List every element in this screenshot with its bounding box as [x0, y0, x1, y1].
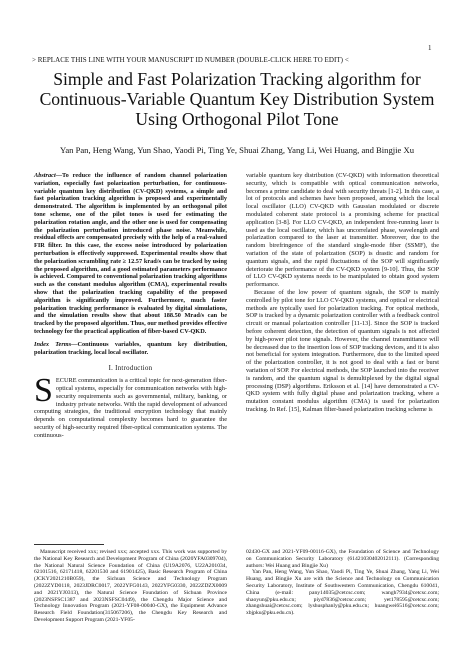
intro-paragraph — [34, 372, 227, 439]
footnote-right — [246, 549, 439, 617]
author-list: Yan Pan, Heng Wang, Yun Shao, Yaodi Pi, Ting Ye, Shuai Zhang, Yang Li, Wei Huang, and Bingjie Xu — [59, 145, 414, 155]
body-paragraph-2: Because of the low power of quantum signals, the SOP is mainly controlled by pilot tone for LLO CV-QKD systems, and optical or electrical methods are typically used for polarization tracking. For optical methods, SOP is tracked by a dynamic polarization controller with a feedback control circuit or manual polarization controller [11-13]. Since the SOP is tracked before coherent detection, the detection of quantum signals is not affected by high-power pilot tone signals. However, the channel transmittance will be decreased due to the insertion loss of SOP tracking devices, and it is also not beneficial for system integration. Furthermore, due to the limited speed of the polarization controller, it is not good to deal with a fast or burst variation of SOP. For electrical methods, the SOP launched into the receiver is random, and the quantum signal is demultiplexed by the digital signal processing (DSP) algorithms. Eriksson et al. [14] have demonstrated a CV-QKD system with fully digital phase and polarization tracking, where a mutation constant modulus algorithm (CMA) is used for polarization tracking. In Ref. [15], Kalman filter-based polarization tracking scheme is — [246, 288, 439, 413]
footnote-divider — [34, 544, 104, 545]
abstract — [34, 172, 227, 336]
paper-title: Simple and Fast Polarization Tracking algorithm for Continuous-Variable Quantum Key Distribution System Using Orthogonal Pilot Tone — [39, 69, 435, 129]
affiliation-note: Yan Pan, Heng Wang, Yun Shao, Yaodi Pi, Ting Ye, Shuai Zhang, Yang Li, Wei Huang, and Bingjie Xu are with the Science and Technology on Communication Security Laboratory, Institute of Southwestern Communication, Chengdu 610041, China (e-mail: pany14035@cetcsc.com; wangh7934@cetcsc.com; shaoyun@pku.edu.cn; piyd7836@cetcsc.com; yet178595@cetcsc.com; zhangshuai@cetcsc.com; lyshusphanly@pku.edu.cn; huangwei6516@cetcsc.com; xbjpku@pku.edu.cn). — [246, 569, 439, 617]
abstract-text: —To reduce the influence of random channel polarization variation, especially fast polarization perturbation, for continuous-variable quantum key distribution (CV-QKD) systems, a simple and fast polarization tracking algorithm is proposed and experimentally demonstrated. The algorithm is implemented by an orthogonal pilot tone scheme, one of the pilot tones is used for estimating the polarization rotation angle, and the other one is used for compensating the polarization perturbation introduced phase noise. Meanwhile, residual effects are compensated precisely with the help of a real-valued FIR filter. In this case, the excess noise introduced by polarization perturbation is effectively suppressed. Experimental results show that the polarization scrambling rate ≥ 12.57 krad/s can be tracked by using the proposed algorithm, and a good estimated parameters performance is achieved. Compared to conventional polarization tracking algorithms such as the constant modulus algorithm (CMA), experimental results show that the polarization tracking capability of the proposed algorithm is significantly improved. Furthermore, much faster polarization tracking performance is evaluated by digital simulations, and the simulation results show that about 188.50 Mrad/s can be tracked by the proposed algorithm. Thus, our method provides effective technology for the practical application of fiber-based CV-QKD. — [34, 172, 227, 335]
intro-text: ECURE communication is a critical topic for next-generation fiber-optical systems, especially for communication networks with high-security requirements such as governmental, military, banking, or industry private networks. With the rapid development of advanced computing strategies, the traditional encryption technology that mainly depends on computational complexity becomes hard to guarantee the security of high-security required fiber-optical communication systems. The continuous- — [34, 377, 227, 439]
body-paragraph-1: variable quantum key distribution (CV-QKD) with information theoretical security, which is compatible with optical communication networks, becomes a prime candidate to deal with security threats [1-2]. In this case, a lot of protocols and schemes have been proposed, among which the local local oscillator (LLO) CV-QKD with Gaussian modulated or discrete modulated coherent state protocol is a promising scheme for practical application [3-8]. For LLO CV-QKD, an independent free-running laser is used as the local oscillator, which has uncorrelated phase, wavelength and polarization compared to the laser at transmitter. Moreover, due to the random birefringence of the standard single-mode fiber (SSMF), the variation of the state of polarization (SOP) is drastic and random for quantum signals, and the rapid fluctuations of the SOP will significantly deteriorate the performance of the CV-QKD system [9-10]. Thus, the SOP of LLO CV-QKD systems needs to be manipulated to obtain good system performance. — [246, 172, 439, 289]
left-column — [34, 172, 227, 440]
funding-note: Manuscript received xxx; revised xxx; accepted xxx. This work was supported by the National Key Research and Development Program of China (2020YFA0309704), the National Natural Science Foundation of China (U19A2076, U22A201034, 62101516, 62171418, 62201530 and 61901425), Basic Research Program of China (JCKY2021210B059), the Sichuan Science and Technology Program (2022ZYD0118, 2023JDRC0017, 2022YFG0143, 2022YFG0330, 2022ZDZX0009 and 2021YJ0313), the Natural Science Foundation of Sichuan Province (2023NSFSC1387 and 2023NSFSC0449), the Chengdu Major Science and Technology Innovation Program (2021-YF08-00040-GX), the Equipment Advance Research Field Foundation(315067206), the Chengdu Key Research and Development Support Program (2021-YF05- — [34, 549, 227, 623]
index-terms — [34, 341, 227, 357]
manuscript-id-placeholder[interactable]: > REPLACE THIS LINE WITH YOUR MANUSCRIPT ID NUMBER (DOUBLE-CLICK HERE TO EDIT) < — [32, 56, 349, 64]
funding-note-continued: 02430-GX and 2021-YF09-00116-GX), the Foundation of Science and Technology on Communication Security Laboratory (61421030402012111). (Corresponding authors: Wei Huang and Bingjie Xu) — [246, 549, 439, 569]
abstract-label: Abstract — [34, 172, 56, 179]
footnote-left — [34, 549, 227, 624]
section-heading-introduction: I. Introduction — [108, 365, 153, 373]
right-column — [246, 172, 439, 414]
page-number: 1 — [428, 44, 432, 52]
index-terms-label: Index Terms — [34, 340, 72, 348]
index-terms-text: —Continuous variables, quantum key distribution, polarization tracking, local local oscillator. — [34, 340, 227, 356]
drop-cap: S — [34, 372, 53, 410]
